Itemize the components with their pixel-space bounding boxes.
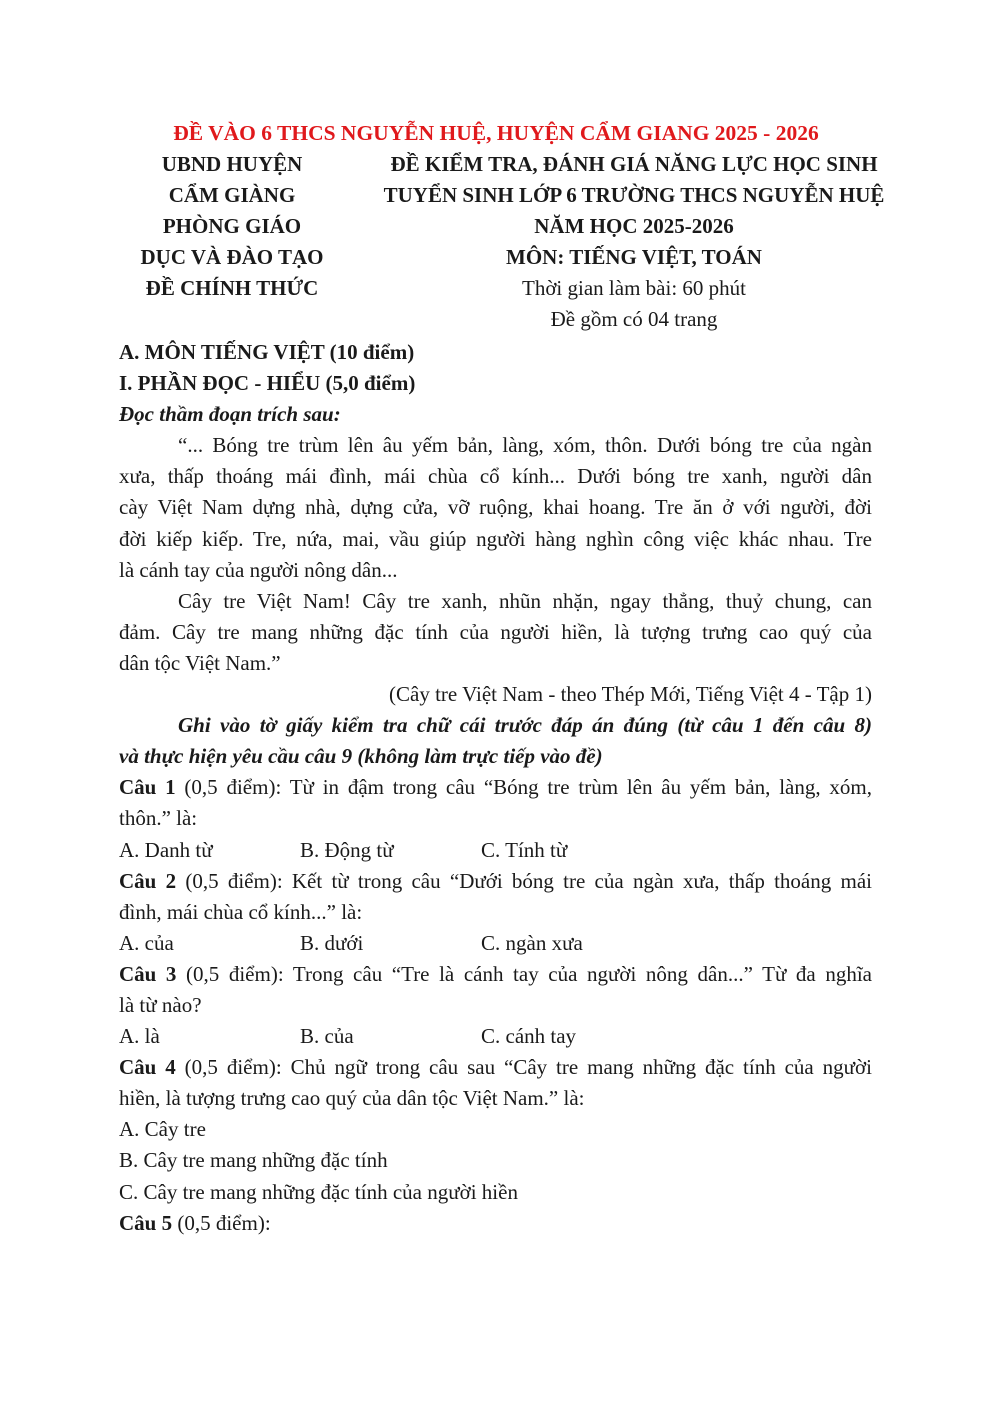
option-a: A. là	[119, 1024, 160, 1049]
exam-body	[119, 337, 872, 1239]
question-4-text-cont: hiền, là tượng trưng cao quý của dân tộc Việt Nam.” là:	[119, 1086, 585, 1111]
question-label: Câu 4	[119, 1055, 176, 1080]
question-1-options	[119, 835, 872, 866]
question-1-text-cont: thôn.” là:	[119, 806, 198, 831]
question-label: Câu 5	[119, 1210, 173, 1235]
header-right-line-3: NĂM HỌC 2025-2026	[534, 214, 734, 238]
question-label: Câu 1	[119, 775, 176, 800]
option-c: C. Tính từ	[481, 837, 568, 862]
header-left-line-4: DỤC VÀ ĐÀO TẠO	[140, 245, 324, 269]
option-b: B. dưới	[300, 930, 364, 955]
passage-line: cày Việt Nam dựng nhà, dựng cửa, vỡ ruộng, khai hoang. Tre ăn ở với người, đời	[119, 495, 872, 520]
passage-line: đảm. Cây tre mang những đặc tính của người hiền, là tượng trưng cao quý của	[119, 619, 872, 644]
header-right-line-6: Đề gồm có 04 trang	[550, 307, 718, 331]
header-left-line-2: CẨM GIÀNG	[168, 183, 296, 207]
question-label: Câu 2	[119, 868, 177, 893]
read-instruction: Đọc thầm đoạn trích sau:	[119, 402, 341, 427]
question-2-options	[119, 928, 872, 959]
passage-line: đời kiếp kiếp. Tre, nứa, mai, vầu giúp người hàng nghìn công việc khác nhau. Tre	[119, 526, 872, 551]
question-label: Câu 3	[119, 961, 177, 986]
header-right-line-4: MÔN: TIẾNG VIỆT, TOÁN	[506, 245, 762, 269]
option-c: C. cánh tay	[481, 1024, 577, 1049]
question-4-text: Câu 4 (0,5 điểm): Chủ ngữ trong câu sau “Cây tre mang những đặc tính của người	[119, 1055, 872, 1080]
option-a: A. Danh từ	[119, 837, 213, 862]
passage-line: Cây tre Việt Nam! Cây tre xanh, nhũn nhặn, ngay thẳng, thuỷ chung, can	[178, 588, 872, 613]
question-3-text: Câu 3 (0,5 điểm): Trong câu “Tre là cánh tay của người nông dân...” Từ đa nghĩa	[119, 961, 872, 986]
task-instruction-line: Ghi vào tờ giấy kiểm tra chữ cái trước đáp án đúng (từ câu 1 đến câu 8)	[178, 713, 872, 738]
header-left-line-3: PHÒNG GIÁO	[162, 214, 302, 238]
question-2-text-cont: đình, mái chùa cổ kính...” là:	[119, 899, 363, 924]
option-c: C. ngàn xưa	[481, 930, 583, 955]
passage-line: xưa, thấp thoáng mái đình, mái chùa cổ kính... Dưới bóng tre xanh, người dân	[119, 464, 872, 489]
exam-title: ĐỀ VÀO 6 THCS NGUYỄN HUỆ, HUYỆN CẨM GIANG 2025 - 2026	[173, 121, 819, 145]
section-i-heading: I. PHẦN ĐỌC - HIỂU (5,0 điểm)	[119, 371, 416, 396]
task-instruction-line: và thực hiện yêu cầu câu 9 (không làm trực tiếp vào đề)	[119, 744, 603, 769]
option-a: A. Cây tre	[119, 1117, 206, 1142]
section-a-heading: A. MÔN TIẾNG VIỆT (10 điểm)	[119, 340, 415, 364]
question-3-options	[119, 1021, 872, 1052]
option-c: C. Cây tre mang những đặc tính của người hiền	[119, 1179, 518, 1204]
question-2-text: Câu 2 (0,5 điểm): Kết từ trong câu “Dưới bóng tre của ngàn xưa, thấp thoáng mái	[119, 868, 872, 893]
question-5-text: Câu 5 (0,5 điểm):	[119, 1210, 271, 1235]
passage-line: “... Bóng tre trùm lên âu yếm bản, làng, xóm, thôn. Dưới bóng tre của ngàn	[178, 433, 872, 458]
header-right-line-1: ĐỀ KIỂM TRA, ĐÁNH GIÁ NĂNG LỰC HỌC SINH	[390, 152, 878, 176]
header-right-line-2: TUYỂN SINH LỚP 6 TRƯỜNG THCS NGUYỄN HUỆ	[383, 183, 885, 207]
option-a: A. của	[119, 930, 174, 955]
header-left-line-1: UBND HUYỆN	[161, 152, 303, 176]
header-right-line-5: Thời gian làm bài: 60 phút	[522, 276, 746, 300]
passage-line: là cánh tay của người nông dân...	[119, 557, 398, 582]
header-left-line-5: ĐỀ CHÍNH THỨC	[145, 276, 319, 300]
option-b: B. Động từ	[300, 837, 394, 862]
passage-line: dân tộc Việt Nam.”	[119, 650, 281, 675]
option-b: B. của	[300, 1024, 354, 1049]
question-3-text-cont: là từ nào?	[119, 992, 202, 1017]
option-b: B. Cây tre mang những đặc tính	[119, 1148, 388, 1173]
question-1-text: Câu 1 (0,5 điểm): Từ in đậm trong câu “Bóng tre trùm lên âu yếm bản, làng, xóm,	[119, 775, 872, 800]
passage-source: (Cây tre Việt Nam - theo Thép Mới, Tiếng Việt 4 - Tập 1)	[389, 682, 872, 707]
